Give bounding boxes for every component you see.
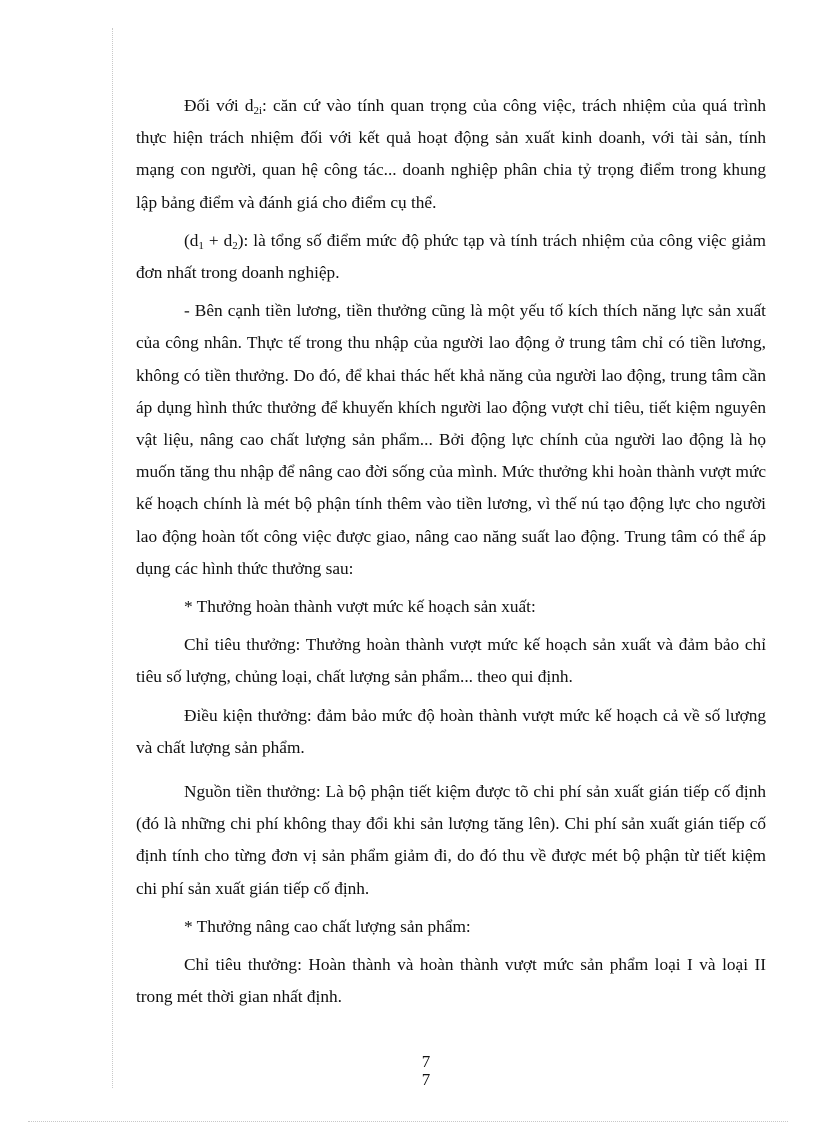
paragraph-bonus-source: Nguồn tiền thưởng: Là bộ phận tiết kiệm được tõ chi phí sản xuất gián tiếp cố định (đó là những chi phí không thay đổi khi sản lượng tăng lên). Chi phí sản xuất gián tiếp cố định tính cho từng đơn vị sản phẩm giảm đi, do đó thu về được mét bộ phận từ tiết kiệm chi phí sản xuất gián tiếp cố định. <box>136 782 766 898</box>
paragraph-quality-criteria: Chỉ tiêu thưởng: Hoàn thành và hoàn thành vượt mức sản phẩm loại I và loại II trong mét thời gian nhất định. <box>136 955 766 1007</box>
paragraph-bonus-criteria: Chỉ tiêu thưởng: Thưởng hoàn thành vượt mức kế hoạch sản xuất và đảm bảo chỉ tiêu số lượng, chủng loại, chất lượng sản phẩm... theo qui định. <box>136 635 766 687</box>
paragraph-bonus-intro: - Bên cạnh tiền lương, tiền thưởng cũng là một yếu tố kích thích năng lực sản xuất của công nhân. Thực tế trong thu nhập của người lao động ở trung tâm chỉ có tiền lương, không có tiền thưởng. Do đó, để khai thác hết khả năng của người lao động, trung tâm cần áp dụng hình thức thưởng để khuyến khích người lao động vượt chỉ tiêu, tiết kiệm nguyên vật liệu, nâng cao chất lượng sản phẩm... Bởi động lực chính của người lao động là họ muốn tăng thu nhập để nâng cao đời sống của mình. Mức thưởng khi hoàn thành vượt mức kế hoạch chính là mét bộ phận tính thêm vào tiền lương, vì thế nú tạo động lực cho người lao động hoàn tốt công việc được giao, nâng cao năng suất lao động. Trung tâm có thể áp dụng các hình thức thưởng sau: <box>136 301 766 578</box>
paragraph-d1-d2: $(d_1 + d_2)$: là tổng số điểm mức độ phức tạp và tính trách nhiệm của công việc giảm đơn nhất trong doanh nghiệp. <box>136 230 767 283</box>
paragraph-d2i: Đối với $d_{2i}$: căn cứ vào tính quan trọng của công việc, trách nhiệm của quá trình thực hiện trách nhiệm đối với kết quả hoạt động sản xuất kinh doanh, với tài sản, tính mạng con người, quan hệ công tác... doanh nghiệp phân chia tỷ trọng điểm trong khung lập bảng điểm và đánh giá cho điểm cụ thể. <box>136 96 766 212</box>
heading-bonus-plan: * Thưởng hoàn thành vượt mức kế hoạch sản xuất: <box>184 597 536 617</box>
page-number-duplicate: 7 <box>421 1070 431 1089</box>
paragraph-bonus-conditions: Điều kiện thưởng: đảm bảo mức độ hoàn thành vượt mức kế hoạch cả về số lượng và chất lượng sản phẩm. <box>136 705 766 757</box>
heading-bonus-quality: * Thưởng nâng cao chất lượng sản phẩm: <box>184 916 471 936</box>
body-text <box>136 90 766 1013</box>
page-border-left <box>112 28 113 1088</box>
page-number: 7 <box>421 1052 431 1071</box>
page-border-bottom <box>28 1121 788 1122</box>
